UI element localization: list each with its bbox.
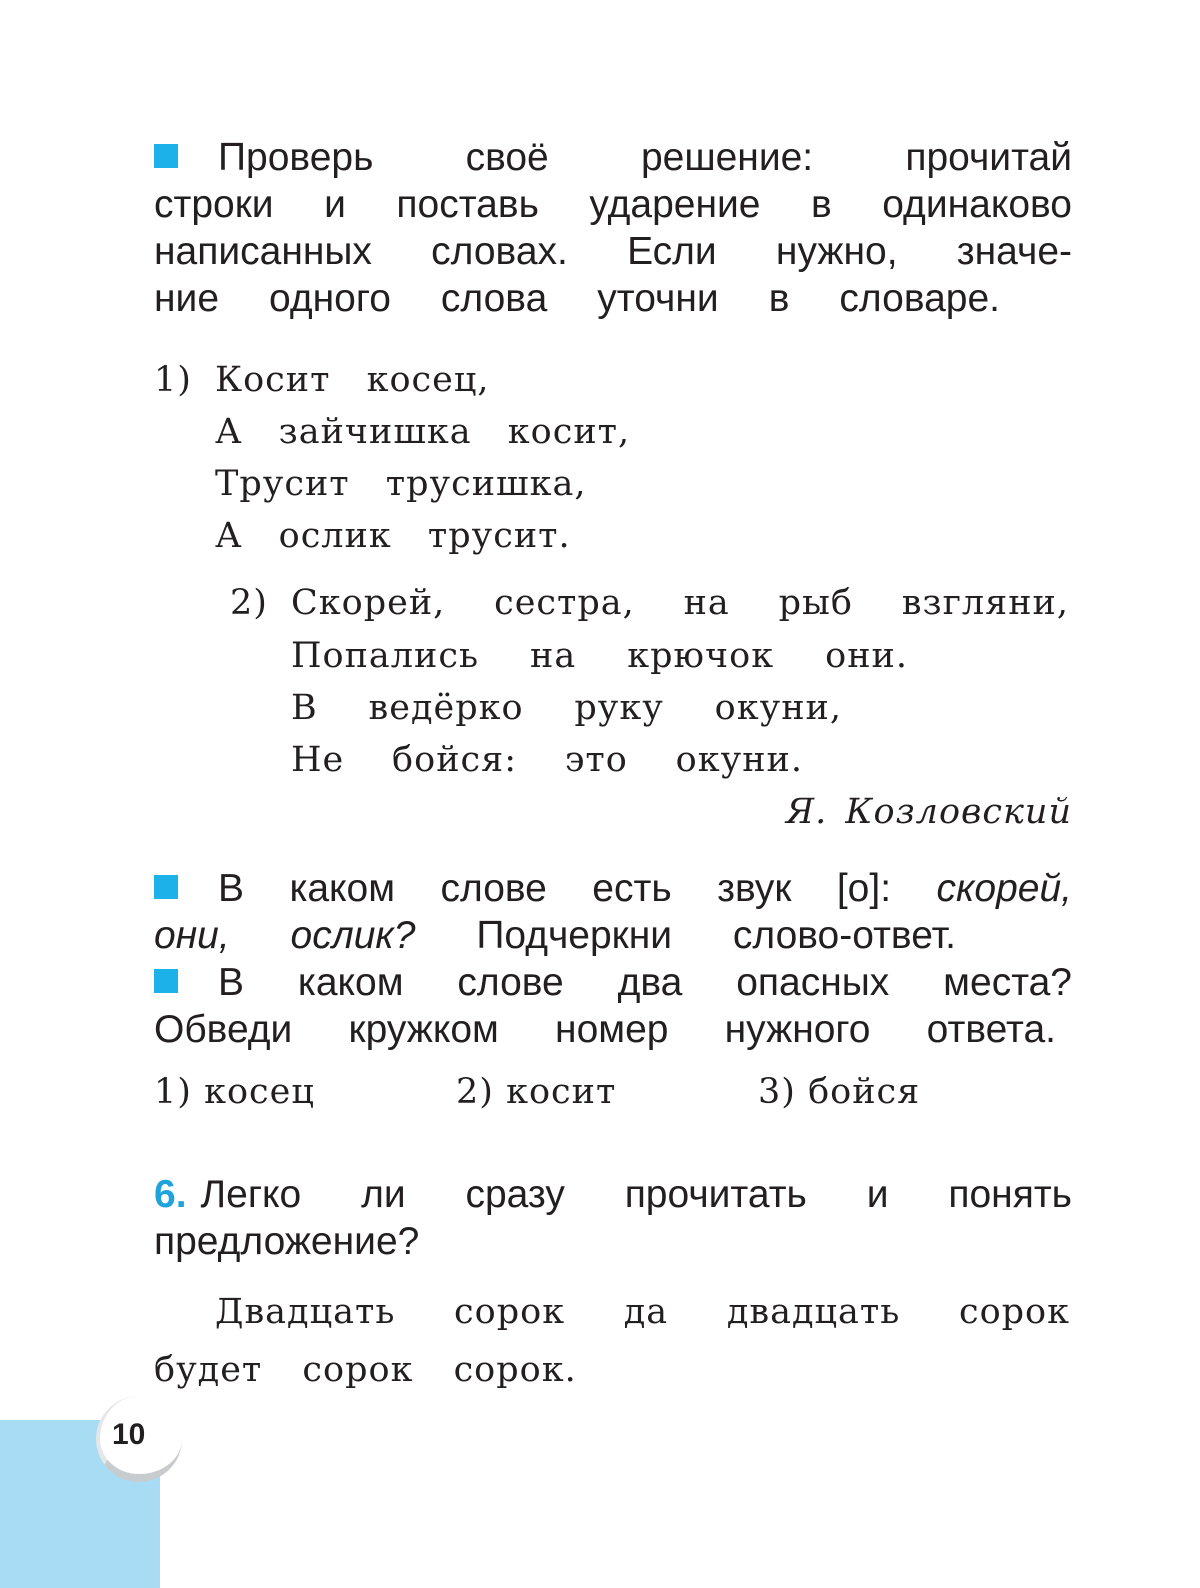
poem1-line-4: А ослик трусит.	[215, 516, 571, 556]
answer-option-1[interactable]: 1) косец	[154, 1072, 315, 1112]
exercise6-number: 6.	[154, 1173, 187, 1216]
poem2-number: 2)	[230, 583, 268, 623]
task-check-line-1: Проверь своё решение: прочитай	[154, 136, 1072, 180]
exercise6-sentence-line-2: будет сорок сорок.	[154, 1350, 577, 1390]
poem1-line-3: Трусит трусишка,	[215, 464, 587, 504]
task-marker-square	[154, 969, 178, 993]
task-sound-line-1: В каком слове есть звук [о]: скорей,	[154, 867, 1072, 911]
poem1-number: 1)	[154, 360, 192, 400]
exercise6-sentence-line-1: Двадцать сорок да двадцать сорок	[215, 1292, 1070, 1332]
task-check-line-4: ние одного слова уточни в словаре.	[154, 277, 1000, 320]
exercise6-line-2: предложение?	[154, 1220, 420, 1263]
task-check-line-2: строки и поставь ударение в одинаково	[154, 183, 1072, 226]
task-marker-square	[154, 144, 178, 168]
poem2-line-3: В ведёрко руку окуни,	[291, 688, 842, 728]
exercise6-line-1: 6. Легко ли сразу прочитать и понять	[154, 1173, 1072, 1216]
poem2-line-2: Попались на крючок они.	[291, 636, 908, 676]
answer-option-2[interactable]: 2) косит	[456, 1072, 617, 1112]
poem1-line-1: Косит косец,	[215, 360, 490, 400]
task-sound-line-2: они, ослик? Подчеркни слово-ответ.	[154, 914, 956, 957]
task-danger-line-1: В каком слове два опасных места?	[154, 961, 1072, 1005]
answer-option-3[interactable]: 3) бойся	[758, 1072, 921, 1112]
page-number: 10	[112, 1418, 146, 1451]
poem2-author: Я. Козловский	[785, 792, 1072, 832]
task-danger-line-2: Обведи кружком номер нужного ответа.	[154, 1008, 1056, 1051]
poem1-line-2: А зайчишка косит,	[215, 412, 631, 452]
task-marker-square	[154, 875, 178, 899]
task-check-line-3: написанных словах. Если нужно, значе-	[154, 230, 1072, 273]
poem2-line-1: Скорей, сестра, на рыб взгляни,	[291, 583, 1069, 623]
poem2-line-4: Не бойся: это окуни.	[291, 740, 803, 780]
